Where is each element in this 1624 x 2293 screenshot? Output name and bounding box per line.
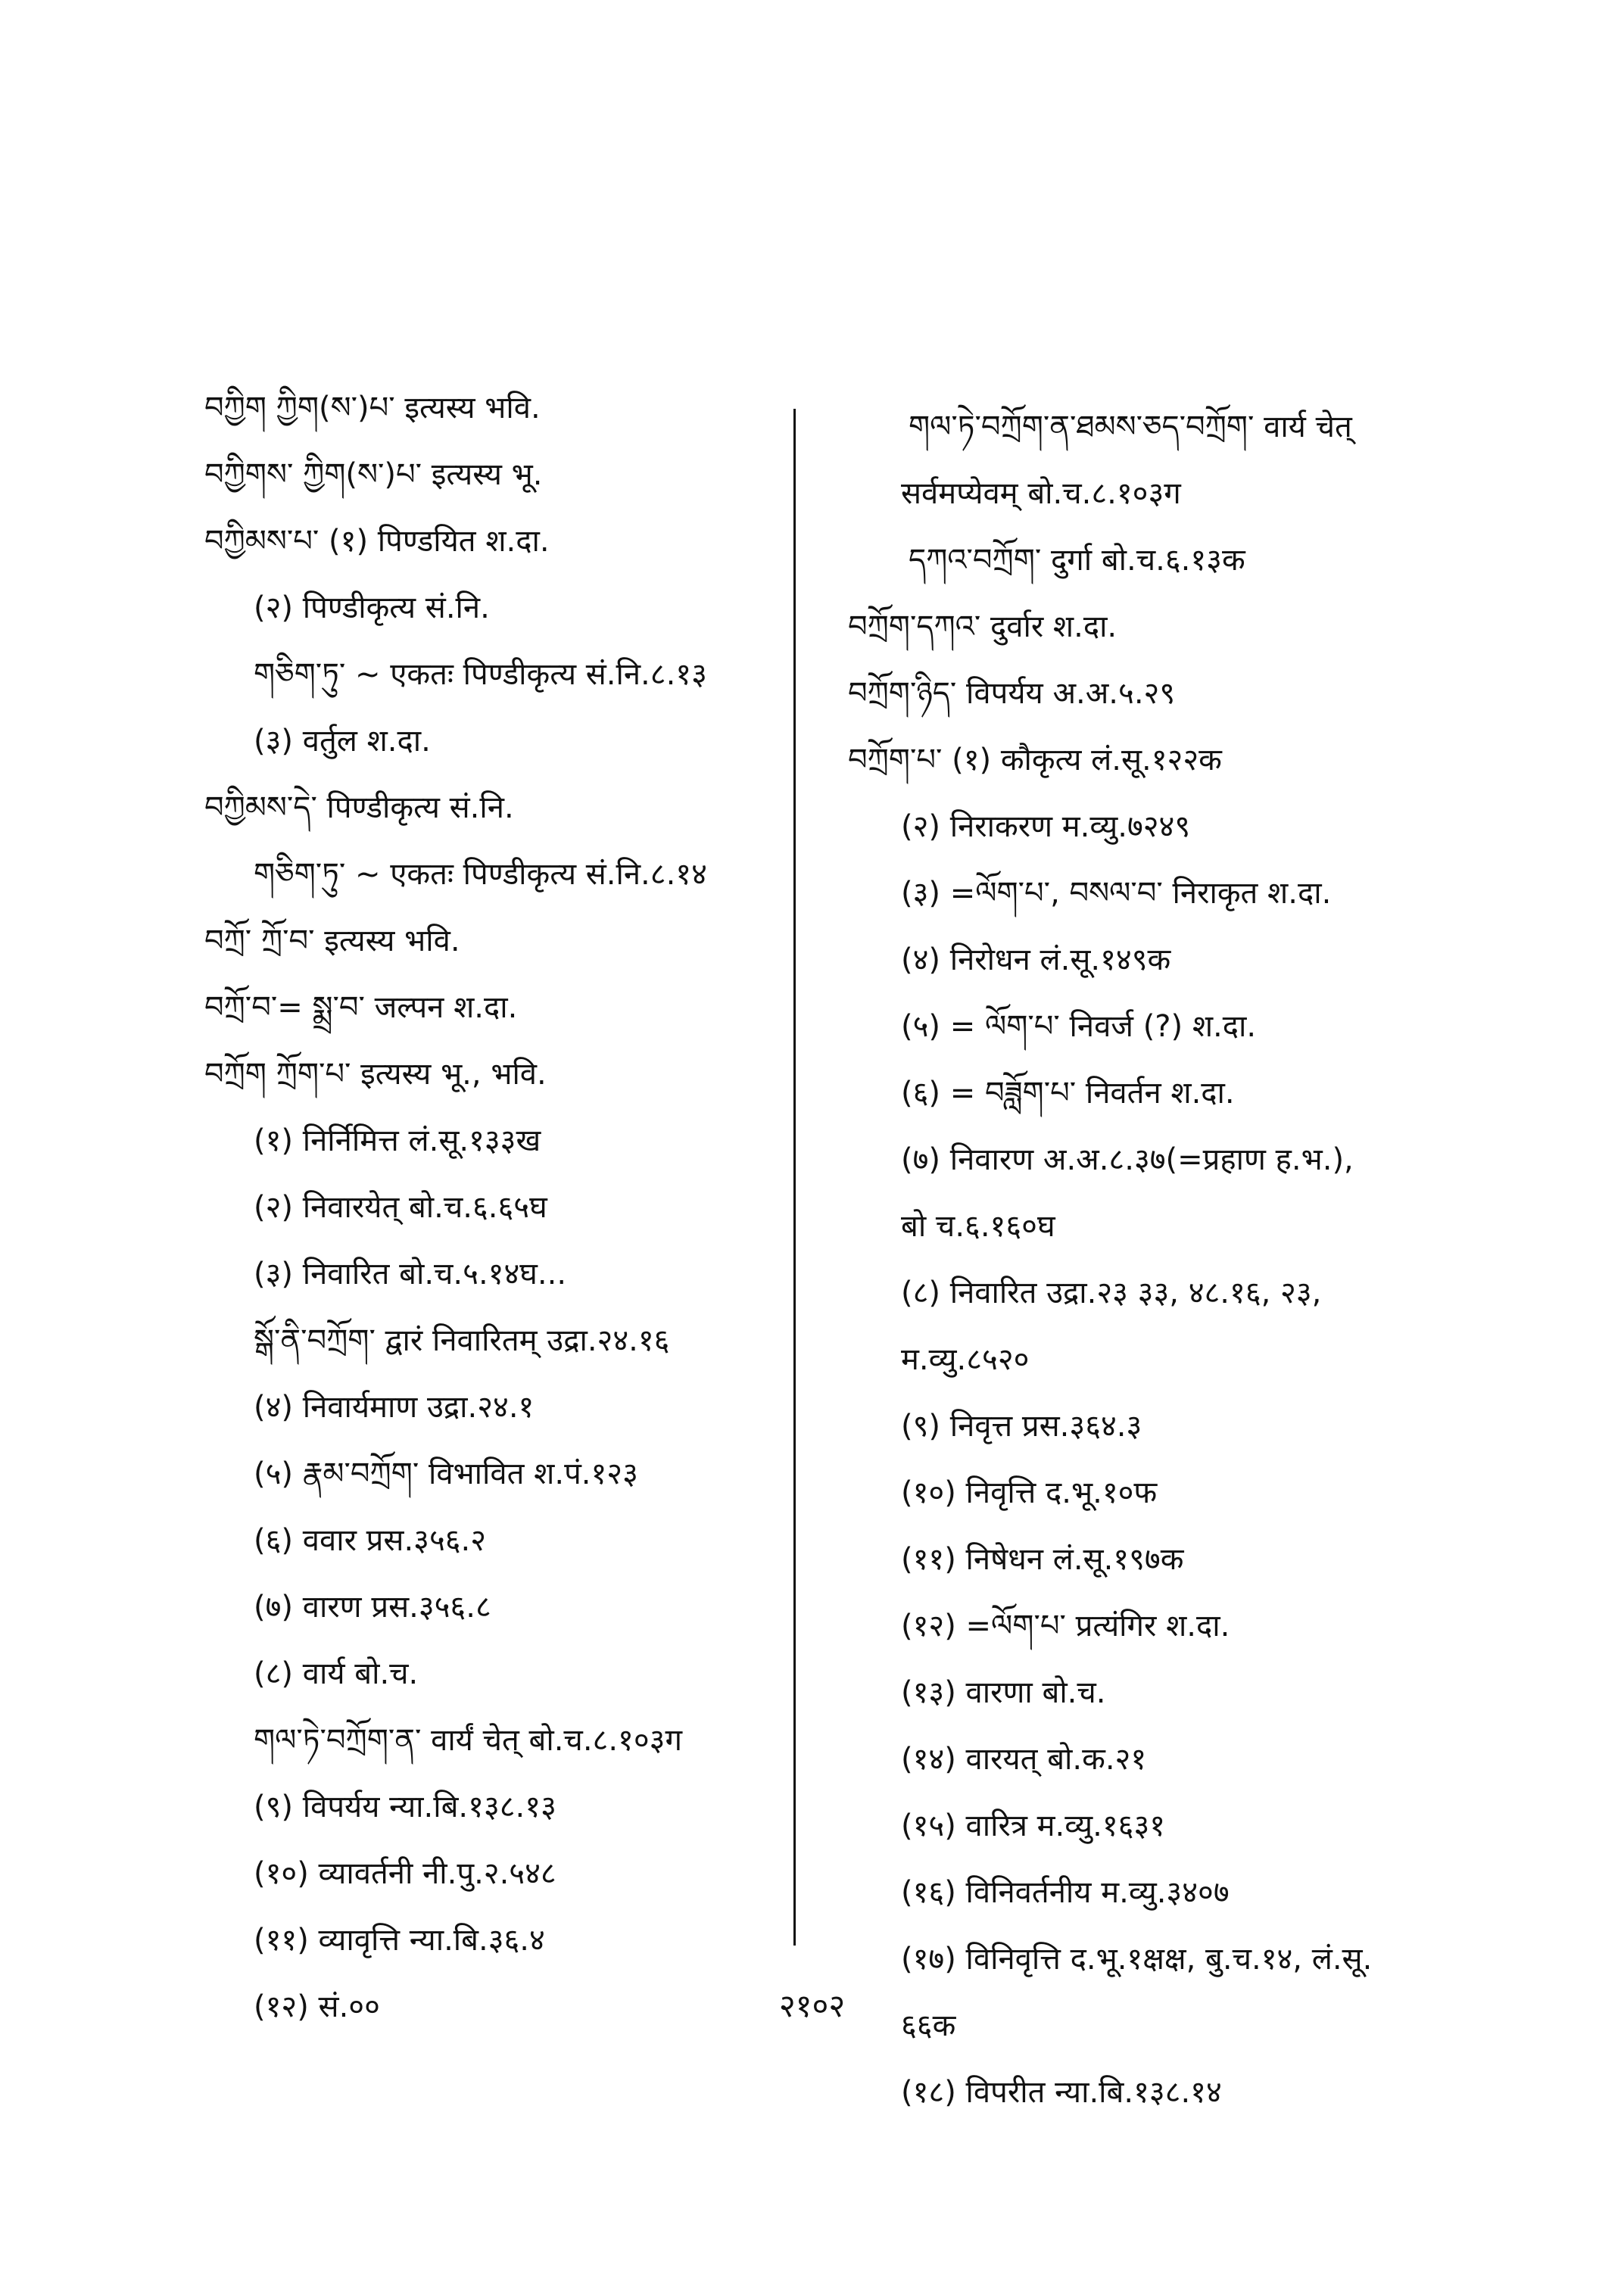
dictionary-entry: གཅིག་ཏུ་ ~ एकतः पिण्डीकृत्य सं.नि.८.१३	[254, 657, 707, 692]
dictionary-entry: བཀྲོག་དཀའ་ दुर्वार श.दा.	[848, 609, 1117, 644]
dictionary-entry: ६६क	[901, 2008, 956, 2043]
dictionary-entry: (१४) वारयत् बो.क.२१	[901, 1742, 1147, 1777]
dictionary-entry: म.व्यु.८५२०	[901, 1342, 1030, 1377]
right-column	[848, 394, 1529, 2126]
dictionary-entry: བཀྲོ་བ་= སྨྲ་བ་ जल्पन श.दा.	[204, 990, 518, 1025]
dictionary-entry: (१८) विपरीत न्या.बि.१३८.१४	[901, 2075, 1222, 2110]
dictionary-entry: (१६) विनिवर्तनीय म.व्यु.३४०७	[901, 1875, 1230, 1910]
dictionary-entry: (६) = བཟློག་པ་ निवर्तन श.दा.	[901, 1076, 1235, 1111]
dictionary-entry: (७) निवारण अ.अ.८.३७(=प्रहाण ह.भ.),	[901, 1142, 1354, 1177]
dictionary-entry: (५) རྣམ་བཀྲོག་ विभावित श.पं.१२३	[254, 1456, 638, 1491]
dictionary-entry: བཀྲོག་ཉིད་ विपर्यय अ.अ.५.२९	[848, 676, 1176, 711]
dictionary-entry: གཅིག་ཏུ་ ~ एकतः पिण्डीकृत्य सं.नि.८.१४	[254, 857, 707, 892]
dictionary-entry: བཀྲོག ཀྲོག་པ་ इत्यस्य भू., भवि.	[204, 1057, 547, 1092]
dictionary-entry: (३) वर्तुल श.दा.	[254, 724, 431, 759]
dictionary-entry: གལ་ཏེ་བཀྲོག་ན་ཐམས་ཅད་བཀྲོག་ वार्य चेत्	[909, 410, 1352, 444]
dictionary-entry: (२) पिण्डीकृत्य सं.नि.	[254, 590, 490, 625]
dictionary-entry: བཀྱིགས་ ཀྱིག(ས་)པ་ इत्यस्य भू.	[204, 457, 543, 492]
column-divider	[793, 409, 796, 1946]
dictionary-entry: (२) निराकरण म.व्यु.७२४९	[901, 809, 1191, 844]
dictionary-entry: སྒོ་ནི་བཀྲོག་ द्वारं निवारितम् उद्रा.२४.१६	[254, 1323, 670, 1358]
dictionary-entry: (१) निर्निमित्त लं.सू.१३३ख	[254, 1123, 541, 1158]
dictionary-entry: (११) निषेधन लं.सू.१९७क	[901, 1542, 1184, 1577]
dictionary-entry: བཀྱིག ཀྱིག(ས་)པ་ इत्यस्य भवि.	[204, 391, 541, 425]
dictionary-entry: (६) ववार प्रस.३५६.२	[254, 1523, 487, 1558]
dictionary-entry: (१७) विनिवृत्ति द.भू.१क्षक्ष, बु.च.१४, लं.सू.	[901, 1942, 1373, 1977]
dictionary-entry: (१५) वारित्र म.व्यु.१६३१	[901, 1809, 1166, 1843]
dictionary-entry: (३) =ལོག་པ་, བསལ་བ་ निराकृत श.दा.	[901, 876, 1332, 911]
dictionary-entry: བཀྱིམས་པ་ (१) पिण्डयित श.दा.	[204, 524, 550, 559]
dictionary-entry: (१२) =ལོག་པ་ प्रत्यंगिर श.दा.	[901, 1609, 1230, 1643]
dictionary-entry: (४) निरोधन लं.सू.१४९क	[901, 942, 1171, 977]
dictionary-entry: (१०) व्यावर्तनी नी.पु.२.५४८	[254, 1856, 556, 1891]
dictionary-entry: བཀྲོག་པ་ (१) कौकृत्य लं.सू.१२२क	[848, 743, 1222, 777]
dictionary-entry: (५) = ལོག་པ་ निवर्ज (?) श.दा.	[901, 1009, 1257, 1044]
dictionary-entry: (१३) वारणा बो.च.	[901, 1675, 1106, 1710]
dictionary-entry: (३) निवारित बो.च.५.१४घ...	[254, 1257, 567, 1291]
dictionary-entry: सर्वमप्येवम् बो.च.८.१०३ग	[901, 476, 1181, 511]
dictionary-entry: (७) वारण प्रस.३५६.८	[254, 1590, 491, 1625]
dictionary-entry: (१२) सं.००	[254, 1989, 380, 2024]
left-column	[204, 375, 795, 2040]
dictionary-entry: བཀྲོ་ ཀྲོ་བ་ इत्यस्य भवि.	[204, 924, 460, 958]
dictionary-entry: གལ་ཏེ་བཀྲོག་ན་ वार्यं चेत् बो.च.८.१०३ग	[254, 1723, 682, 1758]
dictionary-entry: (१०) निवृत्ति द.भू.१०फ	[901, 1475, 1158, 1510]
dictionary-entry: (८) वार्य बो.च.	[254, 1656, 419, 1691]
dictionary-entry: བཀྱིམས་དེ་ पिण्डीकृत्य सं.नि.	[204, 790, 514, 825]
dictionary-entry: དཀའ་བཀྲོག་ दुर्गा बो.च.६.१३क	[909, 543, 1245, 578]
dictionary-entry: (११) व्यावृत्ति न्या.बि.३६.४	[254, 1923, 545, 1958]
page-number: २१०२	[778, 1987, 846, 2024]
dictionary-entry: (२) निवारयेत् बो.च.६.६५घ	[254, 1190, 547, 1225]
dictionary-entry: (४) निवार्यमाण उद्रा.२४.१	[254, 1390, 535, 1425]
dictionary-entry: (८) निवारित उद्रा.२३ ३३, ४८.१६, २३,	[901, 1276, 1322, 1310]
dictionary-entry: (९) विपर्यय न्या.बि.१३८.१३	[254, 1790, 556, 1824]
dictionary-entry: (९) निवृत्त प्रस.३६४.३	[901, 1409, 1142, 1444]
dictionary-entry: बो च.६.१६०घ	[901, 1209, 1055, 1244]
